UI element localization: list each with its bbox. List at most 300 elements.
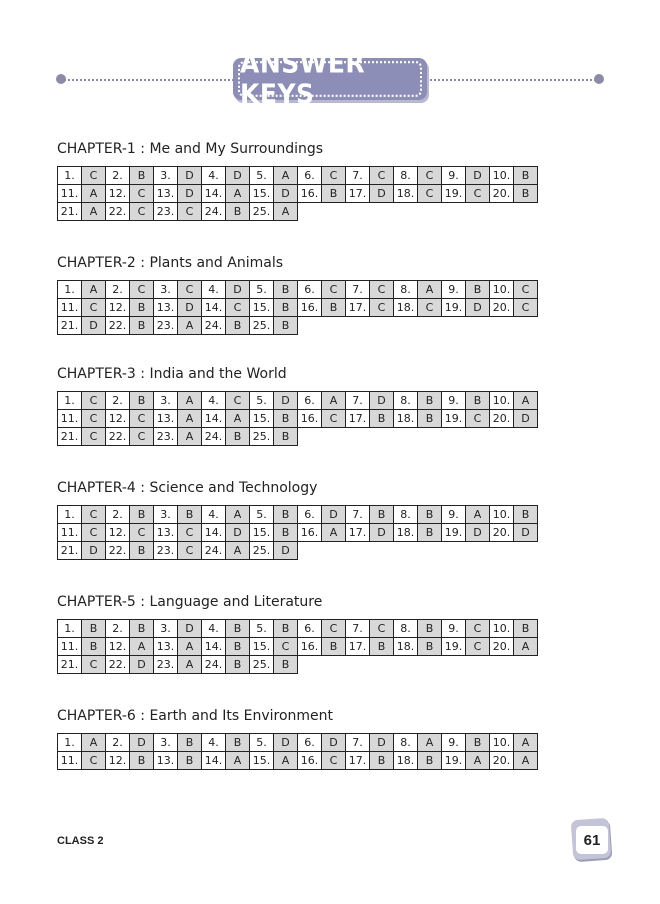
question-number: 2. — [106, 281, 130, 299]
table-row — [58, 299, 538, 317]
answer-cell: B — [514, 506, 538, 524]
answer-cell: B — [274, 410, 298, 428]
question-number: 22. — [106, 317, 130, 335]
answer-cell: B — [130, 167, 154, 185]
answer-cell: C — [82, 506, 106, 524]
answer-cell: C — [82, 392, 106, 410]
table-row — [58, 410, 538, 428]
question-number: 14. — [202, 638, 226, 656]
answer-cell: B — [178, 506, 202, 524]
answer-cell: D — [274, 734, 298, 752]
answer-cell: D — [178, 299, 202, 317]
table-row — [58, 392, 538, 410]
question-number: 17. — [346, 752, 370, 770]
question-number: 21. — [58, 656, 82, 674]
answer-cell: B — [226, 317, 250, 335]
answer-cell: B — [82, 620, 106, 638]
answer-cell: B — [130, 299, 154, 317]
chapter-title: CHAPTER-1 : Me and My Surroundings — [57, 141, 324, 157]
answer-cell: A — [514, 734, 538, 752]
answer-cell: A — [226, 542, 250, 560]
answer-cell: C — [130, 410, 154, 428]
question-number: 10. — [490, 167, 514, 185]
question-number: 23. — [154, 656, 178, 674]
answer-cell: B — [514, 185, 538, 203]
answer-cell: C — [82, 410, 106, 428]
answer-cell: A — [82, 203, 106, 221]
question-number: 21. — [58, 542, 82, 560]
question-number: 20. — [490, 752, 514, 770]
question-number: 6. — [298, 506, 322, 524]
chapter-title: CHAPTER-2 : Plants and Animals — [57, 255, 284, 271]
answer-cell: B — [130, 752, 154, 770]
answer-cell: D — [466, 167, 490, 185]
table-row — [58, 185, 538, 203]
question-number: 5. — [250, 281, 274, 299]
answer-table-container — [57, 391, 605, 446]
question-number: 1. — [58, 167, 82, 185]
question-number: 3. — [154, 281, 178, 299]
question-number: 18. — [394, 638, 418, 656]
question-number: 12. — [106, 524, 130, 542]
answer-cell: B — [130, 506, 154, 524]
chapter-title: CHAPTER-5 : Language and Literature — [57, 594, 323, 610]
question-number: 3. — [154, 734, 178, 752]
answer-cell: B — [130, 542, 154, 560]
question-number: 24. — [202, 542, 226, 560]
chapter-title: CHAPTER-4 : Science and Technology — [57, 480, 318, 496]
answer-cell: C — [322, 167, 346, 185]
question-number: 4. — [202, 734, 226, 752]
question-number: 25. — [250, 542, 274, 560]
table-row — [58, 656, 538, 674]
question-number: 11. — [58, 524, 82, 542]
answer-cell: C — [130, 428, 154, 446]
answer-cell: A — [82, 281, 106, 299]
answer-cell: A — [418, 281, 442, 299]
answer-cell: C — [130, 185, 154, 203]
question-number: 11. — [58, 638, 82, 656]
answer-cell: A — [130, 638, 154, 656]
answer-cell: C — [370, 281, 394, 299]
answer-cell: A — [226, 410, 250, 428]
question-number: 4. — [202, 392, 226, 410]
answer-cell: C — [370, 620, 394, 638]
question-number: 18. — [394, 299, 418, 317]
table-row — [58, 524, 538, 542]
question-number: 23. — [154, 542, 178, 560]
question-number: 9. — [442, 506, 466, 524]
question-number: 17. — [346, 299, 370, 317]
answer-cell: D — [226, 167, 250, 185]
question-number: 19. — [442, 299, 466, 317]
answer-cell: C — [370, 167, 394, 185]
question-number: 7. — [346, 281, 370, 299]
question-number: 10. — [490, 281, 514, 299]
question-number: 5. — [250, 620, 274, 638]
question-number: 10. — [490, 734, 514, 752]
question-number: 14. — [202, 752, 226, 770]
table-row — [58, 317, 538, 335]
table-row — [58, 167, 538, 185]
question-number: 19. — [442, 752, 466, 770]
question-number: 13. — [154, 410, 178, 428]
answer-cell: B — [418, 620, 442, 638]
question-number: 1. — [58, 392, 82, 410]
answer-cell: D — [130, 734, 154, 752]
question-number: 22. — [106, 428, 130, 446]
left-dotted-line — [64, 79, 234, 81]
answer-cell: C — [178, 524, 202, 542]
question-number: 8. — [394, 281, 418, 299]
question-number: 13. — [154, 752, 178, 770]
question-number: 20. — [490, 185, 514, 203]
answer-cell: A — [178, 410, 202, 428]
answer-cell: C — [130, 524, 154, 542]
answer-cell: C — [226, 299, 250, 317]
question-number: 15. — [250, 524, 274, 542]
question-number: 22. — [106, 203, 130, 221]
question-number: 10. — [490, 506, 514, 524]
answer-cell: C — [82, 428, 106, 446]
question-number: 16. — [298, 185, 322, 203]
question-number: 15. — [250, 410, 274, 428]
question-number: 20. — [490, 299, 514, 317]
answer-cell: C — [418, 167, 442, 185]
question-number: 9. — [442, 167, 466, 185]
answer-cell: C — [130, 203, 154, 221]
answer-table-container — [57, 619, 605, 674]
question-number: 15. — [250, 638, 274, 656]
answer-cell: B — [226, 734, 250, 752]
question-number: 8. — [394, 734, 418, 752]
answer-cell: B — [274, 428, 298, 446]
answer-cell: B — [418, 410, 442, 428]
answer-cell: B — [130, 620, 154, 638]
answer-cell: B — [130, 392, 154, 410]
chapter-title: CHAPTER-3 : India and the World — [57, 366, 287, 382]
question-number: 12. — [106, 410, 130, 428]
question-number: 6. — [298, 281, 322, 299]
answer-cell: D — [178, 185, 202, 203]
answer-cell: D — [370, 185, 394, 203]
answer-cell: B — [418, 752, 442, 770]
answer-cell: B — [226, 203, 250, 221]
question-number: 5. — [250, 506, 274, 524]
answer-cell: A — [178, 317, 202, 335]
question-number: 16. — [298, 638, 322, 656]
question-number: 6. — [298, 734, 322, 752]
answer-cell: B — [274, 317, 298, 335]
answer-cell: C — [178, 281, 202, 299]
answer-cell: B — [370, 506, 394, 524]
question-number: 2. — [106, 392, 130, 410]
answer-key-table — [57, 391, 538, 446]
answer-cell: A — [226, 506, 250, 524]
answer-cell: D — [514, 524, 538, 542]
class-label: CLASS 2 — [57, 835, 104, 847]
table-row — [58, 638, 538, 656]
answer-cell: D — [226, 524, 250, 542]
chapter-section — [57, 594, 605, 674]
answer-cell: B — [418, 506, 442, 524]
answer-cell: D — [82, 542, 106, 560]
answer-cell: B — [514, 167, 538, 185]
answer-cell: D — [178, 167, 202, 185]
question-number: 24. — [202, 317, 226, 335]
answer-cell: D — [82, 317, 106, 335]
question-number: 15. — [250, 299, 274, 317]
answer-cell: B — [178, 752, 202, 770]
question-number: 24. — [202, 203, 226, 221]
answer-cell: C — [466, 185, 490, 203]
chapter-title: CHAPTER-6 : Earth and Its Environment — [57, 708, 333, 724]
table-row — [58, 281, 538, 299]
answer-cell: C — [466, 620, 490, 638]
answer-cell: A — [82, 734, 106, 752]
answer-cell: C — [418, 299, 442, 317]
question-number: 1. — [58, 734, 82, 752]
answer-cell: C — [322, 281, 346, 299]
answer-cell: C — [82, 167, 106, 185]
answer-cell: B — [274, 506, 298, 524]
answer-cell: A — [322, 524, 346, 542]
answer-cell: B — [466, 281, 490, 299]
question-number: 22. — [106, 542, 130, 560]
question-number: 15. — [250, 752, 274, 770]
question-number: 20. — [490, 638, 514, 656]
question-number: 3. — [154, 620, 178, 638]
answer-cell: B — [418, 524, 442, 542]
answer-cell: B — [370, 410, 394, 428]
answer-cell: C — [466, 410, 490, 428]
table-row — [58, 542, 538, 560]
question-number: 22. — [106, 656, 130, 674]
question-number: 17. — [346, 185, 370, 203]
question-number: 25. — [250, 428, 274, 446]
chapter-section — [57, 480, 605, 560]
question-number: 21. — [58, 317, 82, 335]
answer-cell: B — [322, 638, 346, 656]
chapter-section — [57, 708, 605, 770]
answer-cell: A — [274, 203, 298, 221]
answer-cell: B — [178, 734, 202, 752]
answer-cell: C — [322, 620, 346, 638]
answer-cell: D — [274, 542, 298, 560]
question-number: 6. — [298, 392, 322, 410]
question-number: 19. — [442, 524, 466, 542]
question-number: 16. — [298, 752, 322, 770]
table-row — [58, 752, 538, 770]
question-number: 6. — [298, 620, 322, 638]
answer-cell: C — [274, 638, 298, 656]
chapter-section — [57, 141, 605, 221]
answer-cell: A — [226, 185, 250, 203]
answer-table-container — [57, 733, 605, 770]
answer-cell: C — [514, 299, 538, 317]
answer-key-table — [57, 619, 538, 674]
answer-cell: B — [226, 638, 250, 656]
question-number: 16. — [298, 524, 322, 542]
answer-cell: C — [178, 542, 202, 560]
answer-cell: B — [466, 392, 490, 410]
table-row — [58, 620, 538, 638]
answer-cell: D — [322, 734, 346, 752]
question-number: 12. — [106, 299, 130, 317]
question-number: 4. — [202, 620, 226, 638]
question-number: 19. — [442, 185, 466, 203]
answer-cell: B — [370, 638, 394, 656]
question-number: 9. — [442, 392, 466, 410]
answer-cell: C — [130, 281, 154, 299]
question-number: 21. — [58, 428, 82, 446]
question-number: 18. — [394, 410, 418, 428]
question-number: 7. — [346, 734, 370, 752]
question-number: 5. — [250, 392, 274, 410]
question-number: 2. — [106, 506, 130, 524]
answer-cell: D — [466, 524, 490, 542]
answer-cell: D — [466, 299, 490, 317]
answer-cell: C — [82, 299, 106, 317]
question-number: 2. — [106, 620, 130, 638]
answer-cell: B — [274, 299, 298, 317]
question-number: 12. — [106, 752, 130, 770]
answer-cell: B — [418, 392, 442, 410]
question-number: 7. — [346, 167, 370, 185]
answer-cell: C — [82, 656, 106, 674]
answer-cell: C — [322, 752, 346, 770]
question-number: 14. — [202, 299, 226, 317]
question-number: 2. — [106, 734, 130, 752]
question-number: 17. — [346, 410, 370, 428]
answer-cell: B — [274, 656, 298, 674]
question-number: 18. — [394, 752, 418, 770]
question-number: 12. — [106, 185, 130, 203]
answer-key-table — [57, 505, 538, 560]
answer-cell: B — [226, 428, 250, 446]
question-number: 24. — [202, 656, 226, 674]
answer-cell: A — [322, 392, 346, 410]
answer-cell: B — [226, 656, 250, 674]
question-number: 4. — [202, 167, 226, 185]
answer-cell: D — [370, 392, 394, 410]
answer-cell: C — [514, 281, 538, 299]
question-number: 23. — [154, 203, 178, 221]
question-number: 11. — [58, 185, 82, 203]
answer-cell: B — [514, 620, 538, 638]
answer-cell: A — [514, 752, 538, 770]
answer-cell: C — [370, 299, 394, 317]
answer-cell: B — [418, 638, 442, 656]
right-dot-ornament — [594, 74, 604, 84]
question-number: 16. — [298, 410, 322, 428]
question-number: 5. — [250, 734, 274, 752]
answer-cell: C — [82, 524, 106, 542]
chapter-section — [57, 366, 605, 446]
answer-cell: B — [274, 524, 298, 542]
question-number: 7. — [346, 506, 370, 524]
answer-cell: A — [178, 656, 202, 674]
answer-cell: C — [466, 638, 490, 656]
answer-cell: A — [514, 392, 538, 410]
answer-cell: A — [274, 752, 298, 770]
page-title: ANSWER KEYS — [238, 61, 422, 97]
answer-cell: D — [226, 281, 250, 299]
question-number: 23. — [154, 428, 178, 446]
question-number: 14. — [202, 185, 226, 203]
question-number: 8. — [394, 392, 418, 410]
answer-cell: C — [418, 185, 442, 203]
question-number: 2. — [106, 167, 130, 185]
answer-cell: A — [82, 185, 106, 203]
answer-cell: B — [130, 317, 154, 335]
question-number: 13. — [154, 185, 178, 203]
answer-cell: A — [178, 428, 202, 446]
answer-table-container — [57, 505, 605, 560]
answer-cell: B — [466, 734, 490, 752]
question-number: 10. — [490, 620, 514, 638]
answer-cell: A — [178, 638, 202, 656]
question-number: 19. — [442, 410, 466, 428]
answer-cell: B — [370, 752, 394, 770]
question-number: 15. — [250, 185, 274, 203]
question-number: 11. — [58, 299, 82, 317]
answer-cell: C — [178, 203, 202, 221]
question-number: 8. — [394, 506, 418, 524]
answer-cell: D — [370, 524, 394, 542]
answer-cell: B — [322, 185, 346, 203]
question-number: 5. — [250, 167, 274, 185]
answer-cell: D — [274, 392, 298, 410]
answer-cell: A — [418, 734, 442, 752]
header-banner — [56, 48, 604, 110]
title-badge — [233, 48, 427, 110]
question-number: 18. — [394, 185, 418, 203]
answer-cell: D — [274, 185, 298, 203]
question-number: 13. — [154, 299, 178, 317]
answer-table-container — [57, 280, 605, 335]
question-number: 19. — [442, 638, 466, 656]
answer-cell: D — [178, 620, 202, 638]
answer-cell: A — [466, 752, 490, 770]
answer-cell: B — [82, 638, 106, 656]
question-number: 11. — [58, 752, 82, 770]
question-number: 12. — [106, 638, 130, 656]
answer-key-table — [57, 166, 538, 221]
question-number: 1. — [58, 281, 82, 299]
table-row — [58, 428, 538, 446]
table-row — [58, 734, 538, 752]
question-number: 25. — [250, 656, 274, 674]
question-number: 10. — [490, 392, 514, 410]
table-row — [58, 203, 538, 221]
answer-cell: C — [82, 752, 106, 770]
question-number: 9. — [442, 281, 466, 299]
right-dotted-line — [426, 79, 596, 81]
question-number: 1. — [58, 620, 82, 638]
answer-cell: A — [274, 167, 298, 185]
chapter-section — [57, 255, 605, 335]
answer-cell: B — [322, 299, 346, 317]
page-number: 61 — [576, 826, 608, 854]
answer-cell: B — [226, 620, 250, 638]
question-number: 4. — [202, 506, 226, 524]
answer-cell: A — [466, 506, 490, 524]
question-number: 25. — [250, 203, 274, 221]
answer-cell: A — [178, 392, 202, 410]
question-number: 9. — [442, 620, 466, 638]
question-number: 16. — [298, 299, 322, 317]
